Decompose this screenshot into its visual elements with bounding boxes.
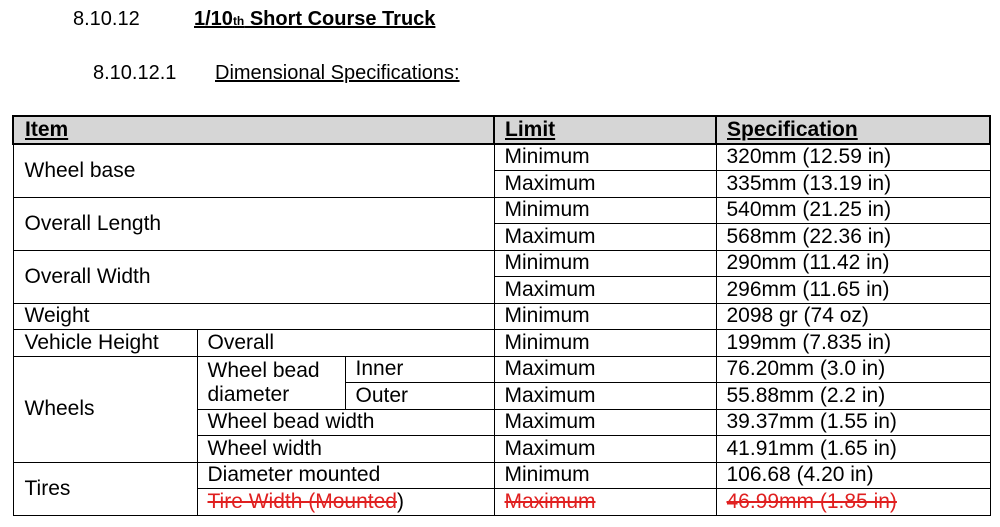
table-row	[13, 462, 990, 489]
sub-label-diameter-mounted: Diameter mounted	[197, 462, 494, 489]
table-row	[13, 250, 990, 277]
table-row	[13, 356, 990, 383]
table-row	[13, 330, 990, 357]
subsection-title: Dimensional Specifications:	[215, 62, 460, 84]
header-specification: Specification	[716, 116, 990, 144]
spec-cell: 290mm (11.42 in)	[716, 250, 990, 277]
limit-cell: Minimum	[494, 144, 716, 171]
section-title-suffix: th	[232, 14, 245, 28]
spec-cell: 39.37mm (1.55 in)	[716, 409, 990, 436]
sub-label-tire-width-struck: Tire Width (Mounted)	[197, 489, 494, 516]
spec-cell: 296mm (11.65 in)	[716, 277, 990, 304]
limit-cell: Minimum	[494, 330, 716, 357]
spec-cell: 76.20mm (3.0 in)	[716, 356, 990, 383]
row-label-vehicle-height: Vehicle Height	[13, 330, 197, 357]
row-label-overall-length: Overall Length	[13, 197, 494, 250]
row-label-weight: Weight	[13, 303, 494, 330]
spec-cell: 540mm (21.25 in)	[716, 197, 990, 224]
header-limit: Limit	[494, 116, 716, 144]
sub-label-wheel-bead-width: Wheel bead width	[197, 409, 494, 436]
limit-cell: Maximum	[494, 277, 716, 304]
row-label-tires: Tires	[13, 462, 197, 515]
row-label-wheels: Wheels	[13, 356, 197, 462]
limit-cell: Maximum	[494, 224, 716, 251]
spec-cell: 335mm (13.19 in)	[716, 171, 990, 198]
spec-cell: 320mm (12.59 in)	[716, 144, 990, 171]
limit-cell: Maximum	[494, 409, 716, 436]
table-row	[13, 197, 990, 224]
sub-label-overall: Overall	[197, 330, 494, 357]
table-row	[13, 144, 990, 171]
subsection-number: 8.10.12.1	[93, 62, 177, 84]
table-row	[13, 303, 990, 330]
row-label-wheel-base: Wheel base	[13, 144, 494, 198]
spec-cell: 199mm (7.835 in)	[716, 330, 990, 357]
limit-cell-struck: Maximum	[494, 489, 716, 516]
limit-cell: Minimum	[494, 462, 716, 489]
header-item: Item	[13, 116, 494, 144]
row-label-overall-width: Overall Width	[13, 250, 494, 303]
limit-cell: Maximum	[494, 436, 716, 463]
spec-cell: 55.88mm (2.2 in)	[716, 383, 990, 410]
spec-cell-struck: 46.99mm (1.85 in)	[716, 489, 990, 516]
dimensional-spec-table	[12, 115, 991, 516]
limit-cell: Minimum	[494, 303, 716, 330]
table-header-row	[13, 116, 990, 144]
sub-label-inner: Inner	[345, 356, 494, 383]
limit-cell: Minimum	[494, 197, 716, 224]
section-title: 1/10th Short Course Truck	[194, 8, 436, 30]
limit-cell: Maximum	[494, 171, 716, 198]
spec-cell: 41.91mm (1.65 in)	[716, 436, 990, 463]
sub-label-wheel-bead-diameter: Wheel bead diameter	[197, 356, 345, 409]
spec-cell: 106.68 (4.20 in)	[716, 462, 990, 489]
limit-cell: Maximum	[494, 383, 716, 410]
section-number: 8.10.12	[73, 8, 140, 30]
limit-cell: Maximum	[494, 356, 716, 383]
spec-cell: 2098 gr (74 oz)	[716, 303, 990, 330]
sub-label-wheel-width: Wheel width	[197, 436, 494, 463]
spec-cell: 568mm (22.36 in)	[716, 224, 990, 251]
limit-cell: Minimum	[494, 250, 716, 277]
sub-label-outer: Outer	[345, 383, 494, 410]
